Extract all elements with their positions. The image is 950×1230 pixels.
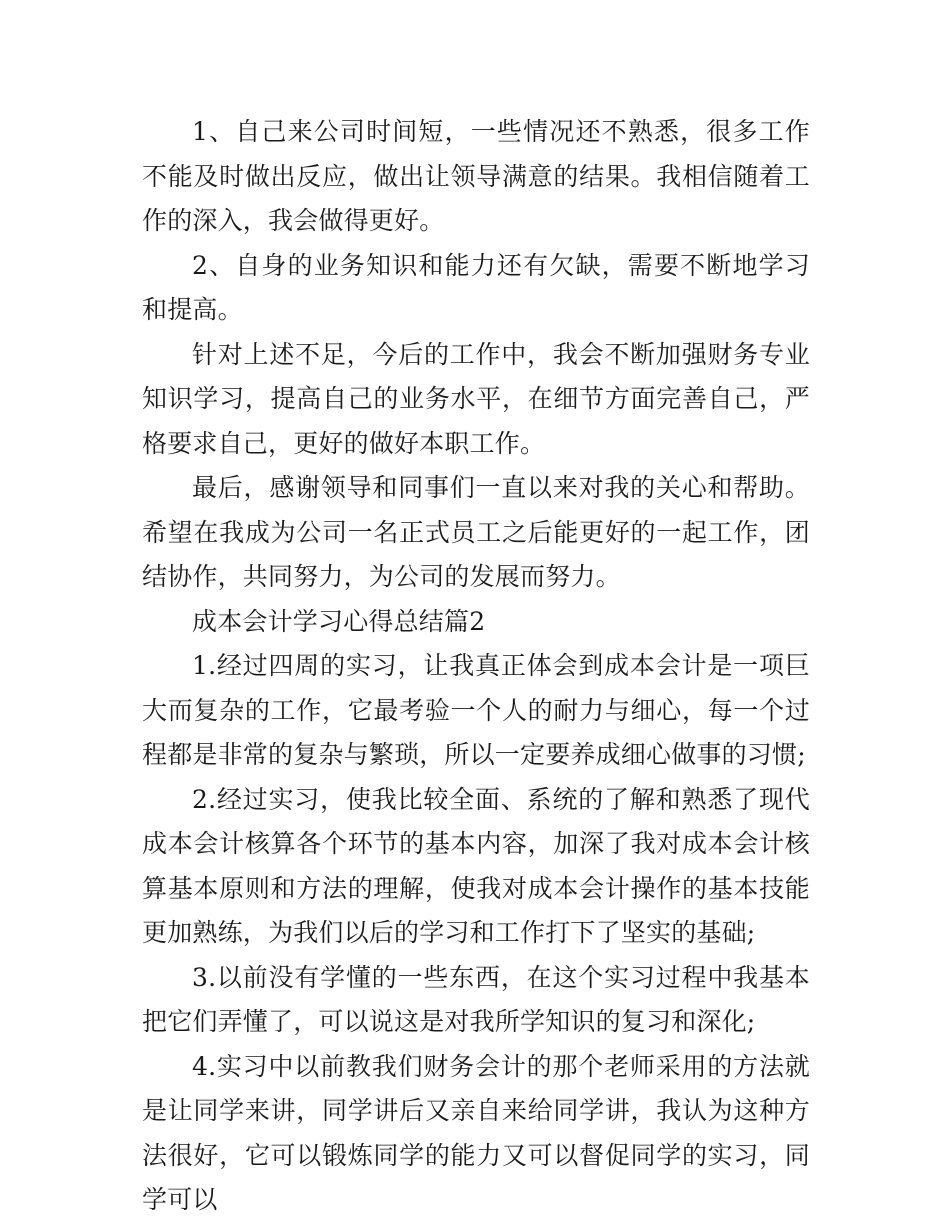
paragraph-7: 3.以前没有学懂的一些东西，在这个实习过程中我基本把它们弄懂了，可以说这是对我所学知识的复习和深化;	[142, 962, 810, 1036]
section-heading: 成本会计学习心得总结篇2	[192, 606, 486, 636]
paragraph-1: 1、自己来公司时间短，一些情况还不熟悉，很多工作不能及时做出反应，做出让领导满意的结果。我相信随着工作的深入，我会做得更好。	[142, 117, 810, 235]
paragraph-4: 最后，感谢领导和同事们一直以来对我的关心和帮助。希望在我成为公司一名正式员工之后能更好的一起工作，团结协作，共同努力，为公司的发展而努力。	[142, 473, 810, 591]
paragraph-2: 2、自身的业务知识和能力还有欠缺，需要不断地学习和提高。	[142, 250, 810, 324]
paragraph-8: 4.实习中以前教我们财务会计的那个老师采用的方法就是让同学来讲，同学讲后又亲自来给同学讲，我认为这种方法很好，它可以锻炼同学的能力又可以督促同学的实习，同学可以	[142, 1051, 810, 1214]
paragraph-6: 2.经过实习，使我比较全面、系统的了解和熟悉了现代成本会计核算各个环节的基本内容，加深了我对成本会计核算基本原则和方法的理解，使我对成本会计操作的基本技能更加熟练，为我们以后的学习和工作打下了坚实的基础;	[142, 784, 810, 947]
document-page	[142, 110, 810, 1223]
paragraph-5: 1.经过四周的实习，让我真正体会到成本会计是一项巨大而复杂的工作，它最考验一个人的耐力与细心，每一个过程都是非常的复杂与繁琐，所以一定要养成细心做事的习惯;	[142, 651, 810, 769]
paragraph-3: 针对上述不足，今后的工作中，我会不断加强财务专业知识学习，提高自己的业务水平，在细节方面完善自己，严格要求自己，更好的做好本职工作。	[142, 339, 810, 458]
